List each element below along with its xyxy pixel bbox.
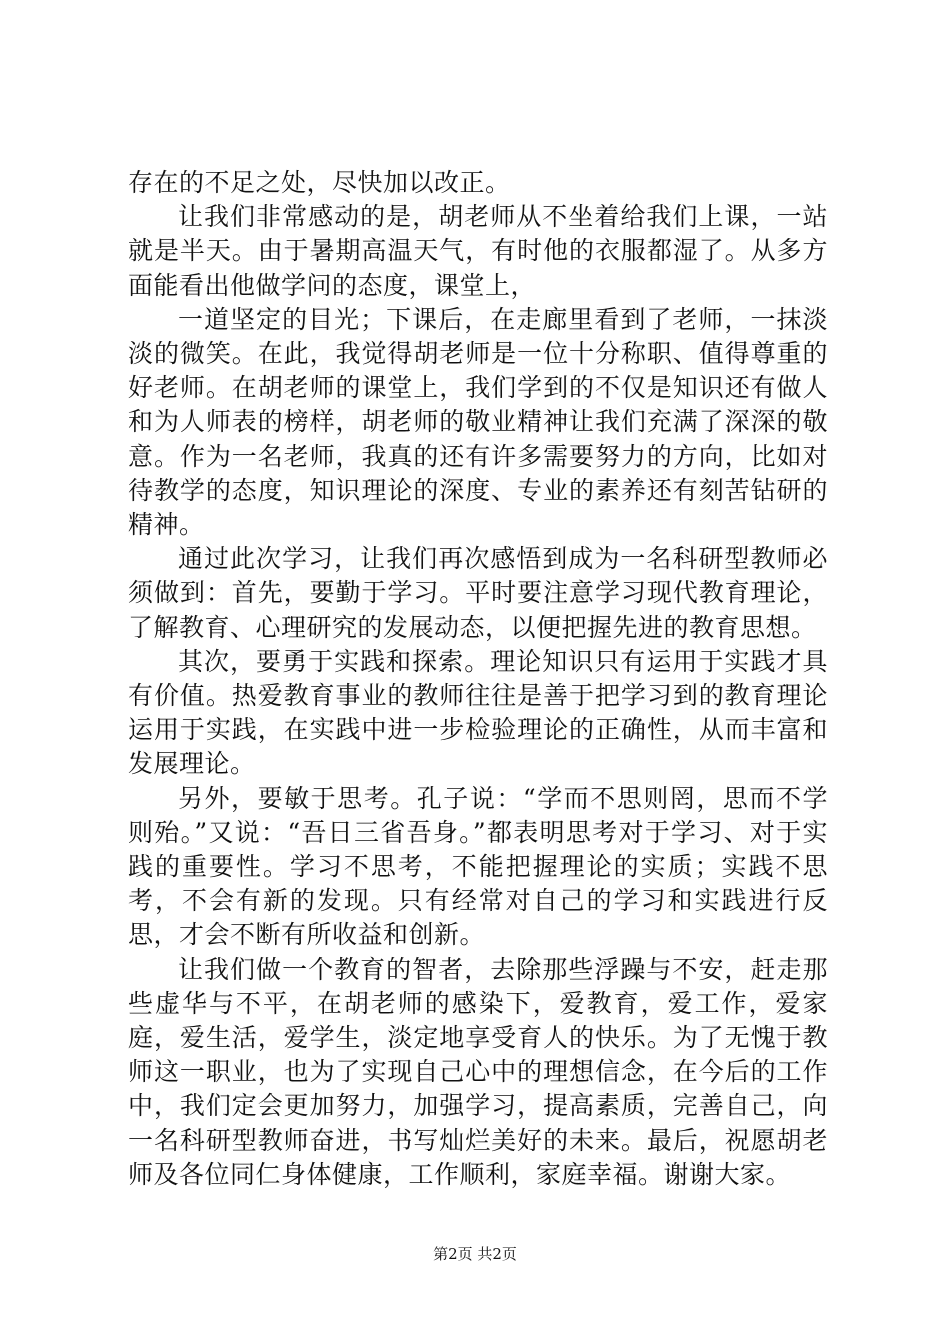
paragraph-6: 另外，要敏于思考。孔子说：“学而不思则罔，思而不学则殆。”又说：“吾日三省吾身。”都表明思考对于学习、对于实践的重要性。学习不思考，不能把握理论的实质；实践不思考，不会有新的发现。只有经常对自己的学习和实践进行反思，才会不断有所收益和创新。 xyxy=(128,783,828,950)
document-body xyxy=(128,166,828,1192)
paragraph-5: 其次，要勇于实践和探索。理论知识只有运用于实践才具有价值。热爱教育事业的教师往往是善于把学习到的教育理论运用于实践，在实践中进一步检验理论的正确性，从而丰富和发展理论。 xyxy=(128,646,828,779)
page-number-footer: 第2页 共2页 xyxy=(433,1245,517,1263)
paragraph-1: 存在的不足之处，尽快加以改正。 xyxy=(128,168,511,197)
paragraph-4: 通过此次学习，让我们再次感悟到成为一名科研型教师必须做到：首先，要勤于学习。平时要注意学习现代教育理论，了解教育、心理研究的发展动态，以便把握先进的教育思想。 xyxy=(128,544,828,642)
paragraph-3: 一道坚定的目光；下课后，在走廊里看到了老师，一抹淡淡的微笑。在此，我觉得胡老师是一位十分称职、值得尊重的好老师。在胡老师的课堂上，我们学到的不仅是知识还有做人和为人师表的榜样，胡老师的敬业精神让我们充满了深深的敬意。作为一名老师，我真的还有许多需要努力的方向，比如对待教学的态度，知识理论的深度、专业的素养还有刻苦钻研的精神。 xyxy=(128,304,828,540)
paragraph-7: 让我们做一个教育的智者，去除那些浮躁与不安，赶走那些虚华与不平，在胡老师的感染下，爱教育，爱工作，爱家庭，爱生活，爱学生，淡定地享受育人的快乐。为了无愧于教师这一职业，也为了实现自己心中的理想信念，在今后的工作中，我们定会更加努力，加强学习，提高素质，完善自己，向一名科研型教师奋进，书写灿烂美好的未来。最后，祝愿胡老师及各位同仁身体健康，工作顺利，家庭幸福。谢谢大家。 xyxy=(128,954,828,1189)
paragraph-2: 让我们非常感动的是，胡老师从不坐着给我们上课，一站就是半天。由于暑期高温天气，有时他的衣服都湿了。从多方面能看出他做学问的态度，课堂上， xyxy=(128,202,828,300)
